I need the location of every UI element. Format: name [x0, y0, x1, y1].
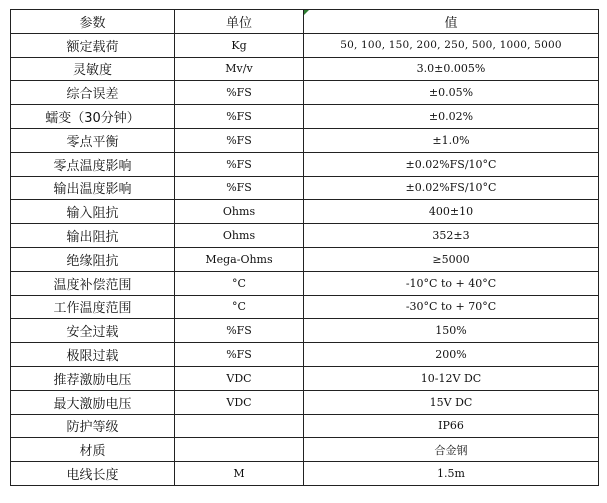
table-row — [11, 81, 599, 105]
value-cell: 15V DC — [304, 390, 599, 414]
param-cell: 工作温度范围 — [11, 295, 175, 319]
param-cell: 安全过载 — [11, 319, 175, 343]
unit-cell: M — [175, 462, 304, 486]
param-cell: 零点平衡 — [11, 128, 175, 152]
unit-cell: °C — [175, 271, 304, 295]
value-cell: 50, 100, 150, 200, 250, 500, 1000, 5000 — [304, 33, 599, 57]
value-cell: -30°C to + 70°C — [304, 295, 599, 319]
table-row — [11, 224, 599, 248]
table-row — [11, 152, 599, 176]
unit-cell: %FS — [175, 105, 304, 129]
unit-cell: VDC — [175, 366, 304, 390]
unit-cell: °C — [175, 295, 304, 319]
value-cell: ±1.0% — [304, 128, 599, 152]
param-cell: 绝缘阻抗 — [11, 247, 175, 271]
table-row — [11, 366, 599, 390]
table-row — [11, 319, 599, 343]
header-value-label: 值 — [444, 15, 458, 31]
param-cell: 灵敏度 — [11, 57, 175, 81]
param-cell: 蠕变（30分钟） — [11, 105, 175, 129]
table-row — [11, 57, 599, 81]
value-cell: IP66 — [304, 414, 599, 438]
table-row — [11, 414, 599, 438]
value-cell: 1.5m — [304, 462, 599, 486]
param-cell: 温度补偿范围 — [11, 271, 175, 295]
value-cell: 10-12V DC — [304, 366, 599, 390]
value-cell: 150% — [304, 319, 599, 343]
unit-cell: VDC — [175, 390, 304, 414]
param-cell: 输出温度影响 — [11, 176, 175, 200]
value-cell: ±0.05% — [304, 81, 599, 105]
header-unit: 单位 — [175, 10, 304, 34]
unit-cell: Mega-Ohms — [175, 247, 304, 271]
table-row — [11, 295, 599, 319]
unit-cell: %FS — [175, 319, 304, 343]
value-cell: ±0.02% — [304, 105, 599, 129]
param-cell: 输出阻抗 — [11, 224, 175, 248]
unit-cell — [175, 438, 304, 462]
value-cell: 合金钢 — [304, 438, 599, 462]
header-param: 参数 — [11, 10, 175, 34]
unit-cell: %FS — [175, 128, 304, 152]
value-cell: 400±10 — [304, 200, 599, 224]
table-row — [11, 462, 599, 486]
table-row — [11, 247, 599, 271]
param-cell: 材质 — [11, 438, 175, 462]
spec-table — [10, 9, 599, 486]
table-row — [11, 105, 599, 129]
cell-comment-marker — [304, 10, 309, 15]
table-row — [11, 271, 599, 295]
unit-cell: Ohms — [175, 224, 304, 248]
value-cell: 200% — [304, 343, 599, 367]
header-value — [304, 10, 599, 34]
table-row — [11, 343, 599, 367]
unit-cell: Kg — [175, 33, 304, 57]
param-cell: 最大激励电压 — [11, 390, 175, 414]
table-row — [11, 33, 599, 57]
param-cell: 极限过载 — [11, 343, 175, 367]
param-cell: 额定载荷 — [11, 33, 175, 57]
unit-cell: Mv/v — [175, 57, 304, 81]
value-cell: ±0.02%FS/10°C — [304, 152, 599, 176]
value-cell: -10°C to + 40°C — [304, 271, 599, 295]
value-cell: ±0.02%FS/10°C — [304, 176, 599, 200]
unit-cell: %FS — [175, 343, 304, 367]
param-cell: 防护等级 — [11, 414, 175, 438]
value-cell: ≥5000 — [304, 247, 599, 271]
param-cell: 综合误差 — [11, 81, 175, 105]
value-cell: 352±3 — [304, 224, 599, 248]
value-cell: 3.0±0.005% — [304, 57, 599, 81]
table-row — [11, 200, 599, 224]
unit-cell: %FS — [175, 81, 304, 105]
param-cell: 零点温度影响 — [11, 152, 175, 176]
param-cell: 输入阻抗 — [11, 200, 175, 224]
table-row — [11, 128, 599, 152]
table-row — [11, 176, 599, 200]
unit-cell — [175, 414, 304, 438]
param-cell: 电线长度 — [11, 462, 175, 486]
header-row — [11, 10, 599, 34]
table-row — [11, 390, 599, 414]
unit-cell: Ohms — [175, 200, 304, 224]
unit-cell: %FS — [175, 152, 304, 176]
param-cell: 推荐激励电压 — [11, 366, 175, 390]
table-row — [11, 438, 599, 462]
unit-cell: %FS — [175, 176, 304, 200]
